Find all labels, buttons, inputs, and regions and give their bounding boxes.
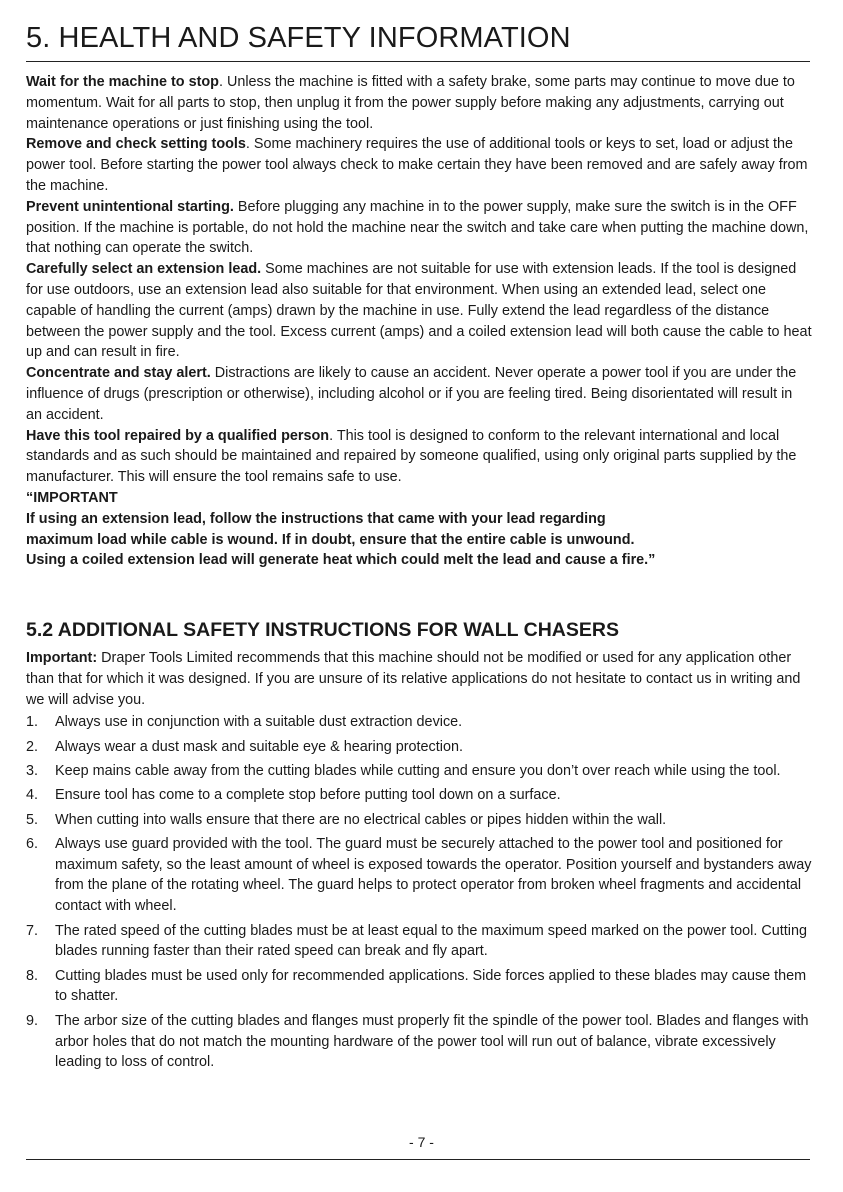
list-item: [26, 785, 812, 806]
list-item: [26, 921, 812, 963]
page-title: 5. HEALTH AND SAFETY INFORMATION: [26, 22, 571, 54]
safety-paragraph: [26, 134, 812, 196]
paragraph-heading: Prevent unintentional starting.: [26, 198, 234, 215]
item-number: 5.: [26, 811, 39, 828]
item-number: 7.: [26, 922, 39, 939]
item-text: Ensure tool has come to a complete stop before putting tool down on a surface.: [55, 787, 561, 804]
safety-section: [26, 72, 812, 571]
paragraph-heading: Wait for the machine to stop: [26, 74, 219, 90]
list-item: [26, 810, 812, 831]
item-number: 6.: [26, 835, 39, 852]
title-divider: [26, 61, 810, 62]
item-number: 2.: [26, 738, 39, 755]
list-item: [26, 834, 812, 917]
item-number: 8.: [26, 967, 39, 984]
wall-chaser-section: [26, 648, 812, 1077]
intro-text: Draper Tools Limited recommends that this machine should not be modified or used for any application other than that for which it was designed. If you are unsure of its relative applications do not hesitate to contact us in writing and we will advise you.: [26, 650, 801, 708]
item-text: Always use guard provided with the tool. The guard must be securely attached to the power tool and positioned for maximum safety, so the least amount of wheel is exposed towards the operator. Position yourself and bystanders away from the plane of the rotating wheel. The guard helps to protect operator from broken wheel fragments and accidental contact with wheel.: [55, 835, 812, 915]
paragraph-text: Some machines are not suitable for use with extension leads. If the tool is designed for use outdoors, use an extension lead also suitable for that environment. When using an extended lead, select one capable of handling the current (amps) drawn by the machine in use. Fully extend the lead regardless of the distance between the power supply and the tool. Excess current (amps) and a coiled extension lead will both cause the cable to heat up and can result in fire.: [26, 261, 812, 361]
item-text: Always wear a dust mask and suitable eye & hearing protection.: [55, 738, 463, 755]
list-item: [26, 737, 812, 758]
important-line: If using an extension lead, follow the instructions that came with your lead regarding: [26, 510, 606, 527]
item-text: The arbor size of the cutting blades and flanges must properly fit the spindle of the power tool. Blades and flanges with arbor holes that do not match the mounting hardware of the power tool will run out of balance, vibrate excessively leading to loss of control.: [55, 1012, 809, 1071]
item-text: The rated speed of the cutting blades must be at least equal to the maximum speed marked on the power tool. Cutting blades running faster than their rated speed can break and fly apart.: [55, 922, 807, 960]
list-item: [26, 1011, 812, 1073]
page-number: - 7 -: [409, 1134, 434, 1150]
list-item: [26, 761, 812, 782]
safety-paragraph: [26, 259, 812, 363]
list-item: [26, 712, 812, 733]
important-line: Using a coiled extension lead will generate heat which could melt the lead and cause a fire.”: [26, 552, 656, 569]
paragraph-heading: Remove and check setting tools: [26, 136, 246, 153]
intro-heading: Important:: [26, 650, 98, 666]
footer-divider: [26, 1159, 810, 1160]
paragraph-heading: Carefully select an extension lead.: [26, 261, 262, 278]
safety-paragraph: [26, 72, 812, 134]
instruction-list: [26, 712, 812, 1073]
item-number: 3.: [26, 762, 39, 779]
item-text: Keep mains cable away from the cutting blades while cutting and ensure you don’t over reach while using the tool.: [55, 762, 781, 779]
important-line: maximum load while cable is wound. If in doubt, ensure that the entire cable is unwound.: [26, 531, 635, 548]
important-heading: “IMPORTANT: [26, 489, 118, 506]
list-item: [26, 966, 812, 1008]
important-notice: [26, 488, 812, 571]
paragraph-heading: Concentrate and stay alert.: [26, 365, 211, 382]
section-intro: [26, 648, 812, 710]
paragraph-text: Before plugging any machine in to the power supply, make sure the switch is in the OFF position. If the machine is portable, do not hold the machine near the switch and take care when putting the machine down, that nothing can operate the switch.: [26, 198, 809, 257]
paragraph-text: Distractions are likely to cause an accident. Never operate a power tool if you are under the influence of drugs (prescription or otherwise), including alcohol or if you are feeling tired. Being disorientated will result in an accident.: [26, 365, 797, 423]
safety-paragraph: [26, 363, 812, 425]
paragraph-text: . Unless the machine is fitted with a safety brake, some parts may continue to move due to momentum. Wait for all parts to stop, then unplug it from the power supply before making any adjustments, carrying out maintenance operations or just finishing using the tool.: [26, 74, 795, 132]
paragraph-heading: Have this tool repaired by a qualified person: [26, 427, 330, 444]
paragraph-text: . Some machinery requires the use of additional tools or keys to set, load or adjust the power tool. Before starting the power tool always check to make certain they have been removed and are safely away from the machine.: [26, 136, 808, 194]
safety-paragraph: [26, 197, 812, 259]
safety-paragraph: [26, 426, 812, 488]
section-title: 5.2 ADDITIONAL SAFETY INSTRUCTIONS FOR WALL CHASERS: [26, 619, 619, 641]
item-number: 9.: [26, 1012, 39, 1029]
item-text: When cutting into walls ensure that there are no electrical cables or pipes hidden within the wall.: [55, 811, 667, 828]
item-text: Always use in conjunction with a suitable dust extraction device.: [55, 714, 463, 731]
item-number: 4.: [26, 787, 39, 804]
item-text: Cutting blades must be used only for recommended applications. Side forces applied to these blades may cause them to shatter.: [55, 967, 807, 1005]
paragraph-text: . This tool is designed to conform to the relevant international and local standards and as such should be maintained and repaired by someone qualified, using only original parts supplied by the manufacturer. This will ensure the tool remains safe to use.: [26, 427, 797, 486]
item-number: 1.: [26, 714, 39, 731]
